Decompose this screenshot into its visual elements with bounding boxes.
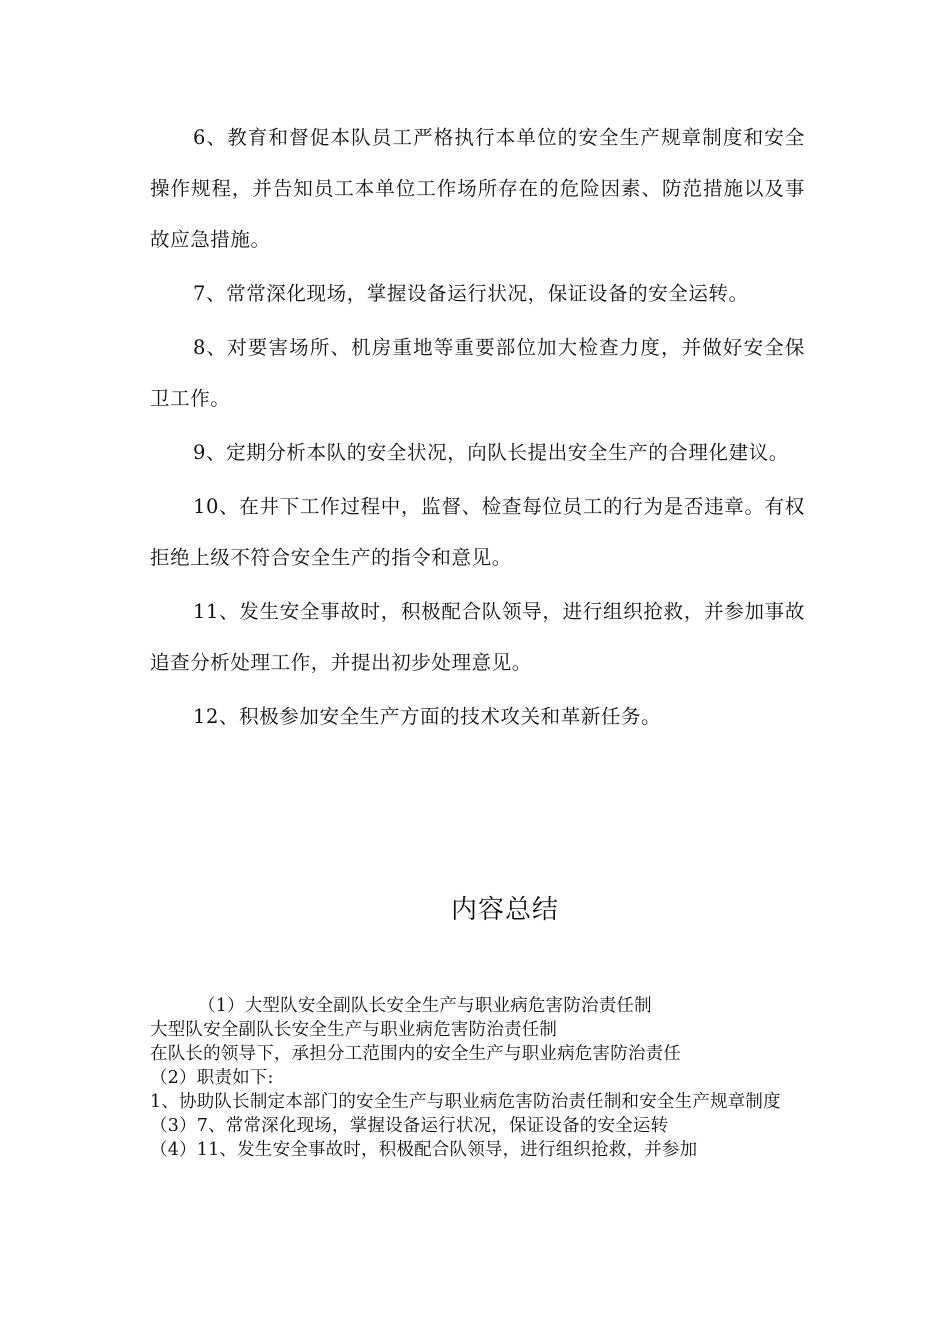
summary-title: 内容总结 [450, 895, 559, 925]
summary-line-7: （4）11、发生安全事故时，积极配合队领导，进行组织抢救，并参加 [150, 1140, 698, 1160]
summary-list [150, 994, 790, 1162]
paragraph-item-11: 11、发生安全事故时，积极配合队领导，进行组织抢救，并参加事故追查分析处理工作，并提出初步处理意见。 [150, 600, 805, 674]
paragraph-item-9: 9、定期分析本队的安全状况，向队长提出安全生产的合理化建议。 [193, 441, 789, 464]
summary-line-4: （2）职责如下: [150, 1068, 274, 1088]
summary-line-1: （1）大型队安全副队长安全生产与职业病危害防治责任制 [198, 996, 652, 1016]
paragraph-item-10: 10、在井下工作过程中，监督、检查每位员工的行为是否违章。有权拒绝上级不符合安全生产的指令和意见。 [150, 495, 805, 569]
paragraph-item-6: 6、教育和督促本队员工严格执行本单位的安全生产规章制度和安全操作规程，并告知员工本单位工作场所存在的危险因素、防范措施以及事故应急措施。 [150, 126, 805, 251]
summary-line-5: 1、协助队长制定本部门的安全生产与职业病危害防治责任制和安全生产规章制度 [150, 1092, 781, 1112]
summary-line-3: 在队长的领导下，承担分工范围内的安全生产与职业病危害防治责任 [150, 1044, 681, 1064]
responsibility-list [150, 112, 805, 745]
summary-line-6: （3）7、常常深化现场，掌握设备运行状况，保证设备的安全运转 [150, 1116, 669, 1136]
summary-line-2: 大型队安全副队长安全生产与职业病危害防治责任制 [150, 1020, 558, 1040]
paragraph-item-7: 7、常常深化现场，掌握设备运行状况，保证设备的安全运转。 [193, 282, 749, 305]
paragraph-item-8: 8、对要害场所、机房重地等重要部位加大检查力度，并做好安全保卫工作。 [150, 336, 805, 410]
paragraph-item-12: 12、积极参加安全生产方面的技术攻关和革新任务。 [193, 705, 662, 728]
